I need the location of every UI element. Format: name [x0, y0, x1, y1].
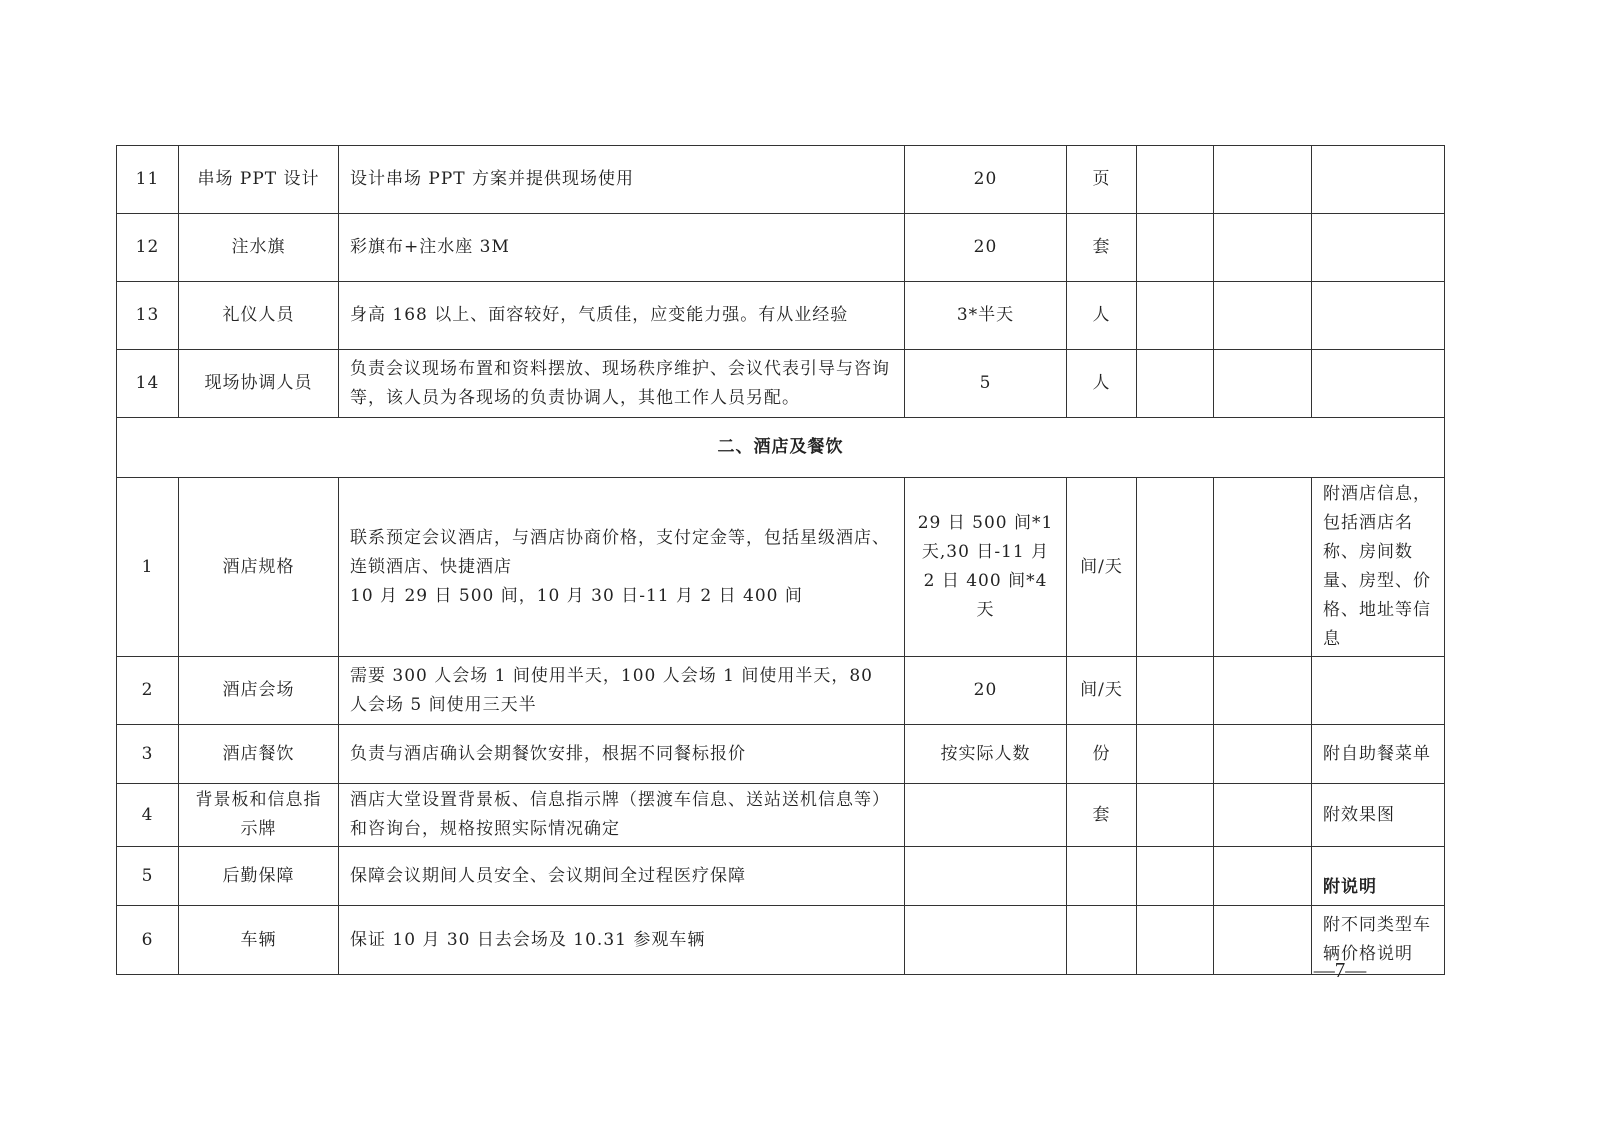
empty-cell	[1214, 725, 1312, 784]
item-quantity: 20	[905, 214, 1067, 282]
empty-cell	[1214, 906, 1312, 975]
table-row	[117, 214, 1445, 282]
item-name: 车辆	[179, 906, 339, 975]
empty-cell	[1214, 146, 1312, 214]
row-number: 4	[117, 784, 179, 847]
empty-cell	[1137, 784, 1214, 847]
table-row	[117, 350, 1445, 418]
item-unit: 间/天	[1067, 657, 1137, 725]
table-row	[117, 784, 1445, 847]
empty-cell	[1137, 478, 1214, 657]
empty-cell	[1137, 725, 1214, 784]
item-description: 保障会议期间人员安全、会议期间全过程医疗保障	[339, 847, 905, 906]
item-note: 附自助餐菜单	[1312, 725, 1445, 784]
item-name: 串场 PPT 设计	[179, 146, 339, 214]
item-quantity	[905, 906, 1067, 975]
empty-cell	[1214, 214, 1312, 282]
table-row	[117, 657, 1445, 725]
empty-cell	[1214, 847, 1312, 906]
item-description	[339, 478, 905, 657]
row-number: 14	[117, 350, 179, 418]
item-name: 礼仪人员	[179, 282, 339, 350]
item-name: 现场协调人员	[179, 350, 339, 418]
row-number: 6	[117, 906, 179, 975]
page-number: —7—	[1313, 958, 1367, 982]
item-quantity: 29 日 500 间*1 天,30 日-11 月 2 日 400 间*4 天	[905, 478, 1067, 657]
empty-cell	[1137, 282, 1214, 350]
table-row	[117, 478, 1445, 657]
item-name: 酒店餐饮	[179, 725, 339, 784]
item-note	[1312, 214, 1445, 282]
empty-cell	[1214, 478, 1312, 657]
item-name: 酒店规格	[179, 478, 339, 657]
item-note: 附酒店信息，包括酒店名称、房间数量、房型、价格、地址等信息	[1312, 478, 1445, 657]
item-unit	[1067, 906, 1137, 975]
item-note	[1312, 282, 1445, 350]
item-description: 设计串场 PPT 方案并提供现场使用	[339, 146, 905, 214]
table-row	[117, 847, 1445, 906]
item-quantity: 按实际人数	[905, 725, 1067, 784]
item-name: 酒店会场	[179, 657, 339, 725]
table-row	[117, 906, 1445, 975]
item-description: 需要 300 人会场 1 间使用半天，100 人会场 1 间使用半天，80 人会场 5 间使用三天半	[339, 657, 905, 725]
empty-cell	[1137, 350, 1214, 418]
table-row	[117, 282, 1445, 350]
row-number: 3	[117, 725, 179, 784]
empty-cell	[1214, 350, 1312, 418]
item-name: 注水旗	[179, 214, 339, 282]
item-unit: 间/天	[1067, 478, 1137, 657]
item-description: 保证 10 月 30 日去会场及 10.31 参观车辆	[339, 906, 905, 975]
empty-cell	[1137, 906, 1214, 975]
empty-cell	[1214, 657, 1312, 725]
row-number: 5	[117, 847, 179, 906]
item-quantity: 20	[905, 657, 1067, 725]
row-number: 12	[117, 214, 179, 282]
table-row	[117, 725, 1445, 784]
item-unit: 套	[1067, 214, 1137, 282]
item-description: 酒店大堂设置背景板、信息指示牌（摆渡车信息、送站送机信息等）和咨询台，规格按照实际情况确定	[339, 784, 905, 847]
table-row	[117, 146, 1445, 214]
row-number: 11	[117, 146, 179, 214]
item-name: 后勤保障	[179, 847, 339, 906]
item-description: 负责会议现场布置和资料摆放、现场秩序维护、会议代表引导与咨询等，该人员为各现场的负责协调人，其他工作人员另配。	[339, 350, 905, 418]
empty-cell	[1137, 657, 1214, 725]
section-heading-row	[117, 418, 1445, 478]
item-description-line: 10 月 29 日 500 间，10 月 30 日-11 月 2 日 400 间	[350, 585, 803, 606]
item-description: 负责与酒店确认会期餐饮安排，根据不同餐标报价	[339, 725, 905, 784]
item-note	[1312, 657, 1445, 725]
empty-cell	[1137, 214, 1214, 282]
item-description: 身高 168 以上、面容较好，气质佳，应变能力强。有从业经验	[339, 282, 905, 350]
item-note: 附不同类型车辆价格说明	[1312, 906, 1445, 975]
item-note	[1312, 350, 1445, 418]
empty-cell	[1137, 847, 1214, 906]
empty-cell	[1214, 282, 1312, 350]
item-unit: 人	[1067, 282, 1137, 350]
item-note: 附说明	[1312, 847, 1445, 906]
item-description-line: 联系预定会议酒店，与酒店协商价格，支付定金等，包括星级酒店、连锁酒店、快捷酒店	[350, 527, 890, 577]
item-unit: 人	[1067, 350, 1137, 418]
requirements-table	[116, 145, 1445, 975]
item-unit: 份	[1067, 725, 1137, 784]
empty-cell	[1214, 784, 1312, 847]
row-number: 2	[117, 657, 179, 725]
section-title: 二、酒店及餐饮	[117, 418, 1445, 478]
row-number: 1	[117, 478, 179, 657]
item-quantity: 5	[905, 350, 1067, 418]
item-quantity	[905, 784, 1067, 847]
item-quantity: 3*半天	[905, 282, 1067, 350]
item-note	[1312, 146, 1445, 214]
item-unit	[1067, 847, 1137, 906]
item-description: 彩旗布+注水座 3M	[339, 214, 905, 282]
item-note: 附效果图	[1312, 784, 1445, 847]
item-unit: 套	[1067, 784, 1137, 847]
row-number: 13	[117, 282, 179, 350]
item-unit: 页	[1067, 146, 1137, 214]
item-quantity: 20	[905, 146, 1067, 214]
empty-cell	[1137, 146, 1214, 214]
item-name: 背景板和信息指示牌	[179, 784, 339, 847]
item-quantity	[905, 847, 1067, 906]
